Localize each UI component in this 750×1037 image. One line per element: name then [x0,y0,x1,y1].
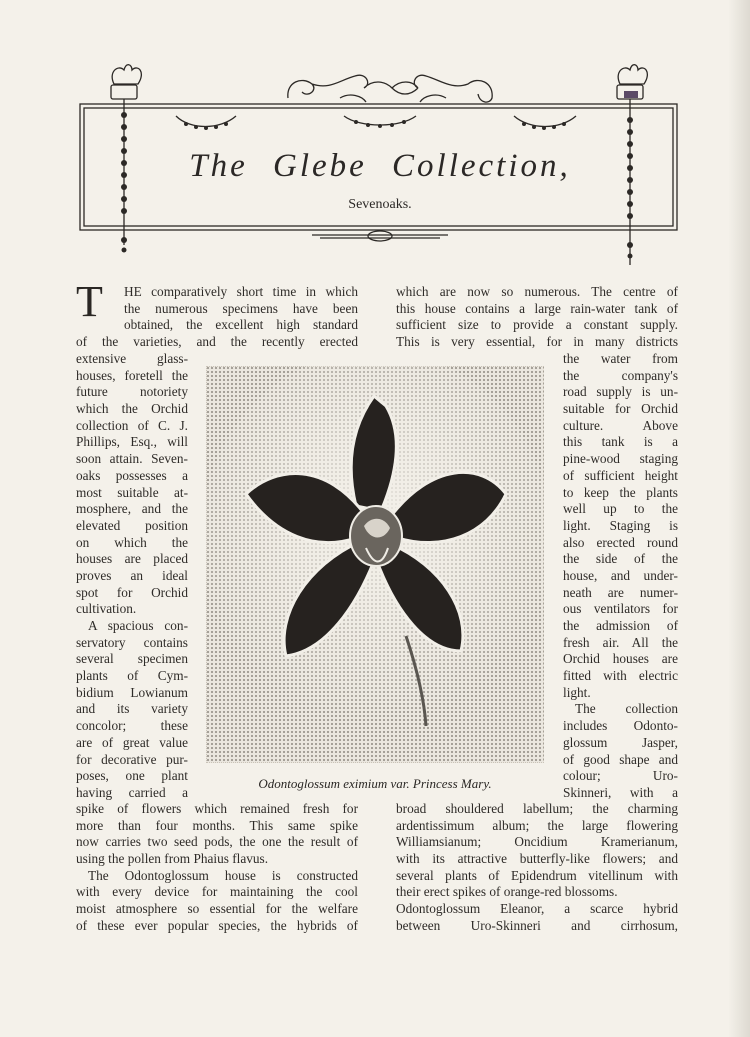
text-line: soon attain. Seven- [76,451,188,467]
text-line: plants of Cym- [76,668,188,684]
text-line: This is very essential, for in many districts [396,334,678,350]
text-line: the side of the [563,551,678,567]
text-line: between Uro-Skinneri and cirrhosum, [396,917,678,933]
text-line: on which the [76,534,188,550]
col1-top-full [76,334,358,351]
text-line: this tank is a [563,434,678,450]
text-line: mosphere, and the [76,501,188,517]
text-line: broad shouldered labellum; the charming [396,801,678,816]
text-line: which are now so numerous. The centre of [396,284,678,299]
decorative-header [0,0,750,270]
text-line: the admission of [563,618,678,633]
text-line: obtained, the excellent high standard [124,317,358,333]
text-line: houses are placed [76,551,188,567]
text-line: this house contains a large rain-water tank of [396,300,678,316]
text-line: also erected round [563,534,678,550]
text-line: sufficient size to provide a constant supply. [396,317,678,333]
text-line: colour; Uro- [563,768,678,784]
text-line: road supply is un- [563,384,678,400]
drop-cap: T [76,277,103,326]
text-line: pine-wood staging [563,451,678,467]
text-line: oaks possesses a [76,467,188,483]
orchid-photo [206,366,544,763]
text-line: spike of flowers which remained fresh for [76,801,358,816]
text-line: poses, one plant [76,768,188,784]
text-line: extensive glass- [76,351,188,366]
text-line: most suitable at- [76,484,188,500]
text-line: which the Orchid [76,401,188,417]
text-line: glossum Jasper, [563,734,678,750]
text-line: of the varieties, and the recently erected [76,334,358,349]
figure-caption: Odontoglossum eximium var. Princess Mary. [258,776,492,791]
text-line: several plants of Epidendrum vitellinum with [396,867,678,883]
text-line: ardentissimum album; the large flowering [396,817,678,833]
text-line: light. [563,684,591,700]
text-line: Odontoglossum Eleanor, a scarce hybrid [396,901,678,917]
text-line: The Odontoglossum house is constructed [88,867,358,883]
page-subtitle: Sevenoaks. [348,197,412,212]
text-line: The collection [575,701,678,717]
text-line: having carried a [76,784,188,800]
text-line: neath are numer- [563,584,678,600]
text-line: A spacious con- [88,618,188,633]
text-line: for decorative pur- [76,751,188,767]
text-line: includes Odonto- [563,718,678,734]
col2-narrow [563,351,678,802]
text-line: Skinneri, with a [563,784,678,800]
text-line: several specimen [76,651,188,667]
text-line: Phillips, Esq., will [76,434,188,450]
col2-top [396,284,678,351]
text-line: fresh air. All the [563,634,678,650]
col1-top [124,284,358,334]
text-line: servatory contains [76,634,188,650]
text-line: the numerous specimens have been [124,300,358,316]
text-line: Williamsianum; Oncidium Kramerianum, [396,834,678,850]
text-line: HE comparatively short time in which [124,284,358,299]
page-title: The Glebe Collection, [189,148,571,184]
text-line: are of great value [76,734,188,750]
col2-bottom [396,801,678,935]
text-line: using the pollen from Phaius flavus. [76,851,269,867]
text-line: more than four months. This same spike [76,817,358,833]
text-line: culture. Above [563,417,678,433]
text-line: concolor; these [76,718,188,734]
text-line: collection of C. J. [76,417,188,433]
text-line: with every device for maintaining the cool [76,884,358,900]
text-line: house, and under- [563,567,678,583]
text-line: to keep the plants [563,484,678,500]
text-line: spot for Orchid [76,584,188,600]
text-line: ous ventilators for [563,601,678,617]
text-line: houses, foretell the [76,367,188,383]
text-line: the water from [563,351,678,366]
text-line: with its attractive butterfly-like flowers; and [396,851,678,867]
text-line: fitted with electric [563,668,678,684]
text-line: of these ever popular species, the hybrids of [76,917,358,933]
text-line: of sufficient height [563,467,678,483]
text-line: future notoriety [76,384,188,400]
text-line: light. Staging is [563,517,678,533]
ornamental-frame [0,0,750,270]
text-line: cultivation. [76,601,137,617]
text-line: now carries two seed pods, the one the result of [76,834,358,850]
text-line: their erect spikes of orange-red blossoms. [396,884,618,900]
col1-bottom [76,801,358,935]
text-line: bidium Lowianum [76,684,188,700]
text-line: proves an ideal [76,567,188,583]
text-line: moist atmosphere so essential for the welfare [76,901,358,917]
text-line: well up to the [563,501,678,517]
orchid-flower-image [206,366,544,763]
text-line: Orchid houses are [563,651,678,667]
text-line: of good shape and [563,751,678,767]
text-line: the company's [563,367,678,383]
text-line: suitable for Orchid [563,401,678,417]
text-line: elevated position [76,517,188,533]
text-line: and its variety [76,701,188,717]
col1-narrow [76,351,188,802]
